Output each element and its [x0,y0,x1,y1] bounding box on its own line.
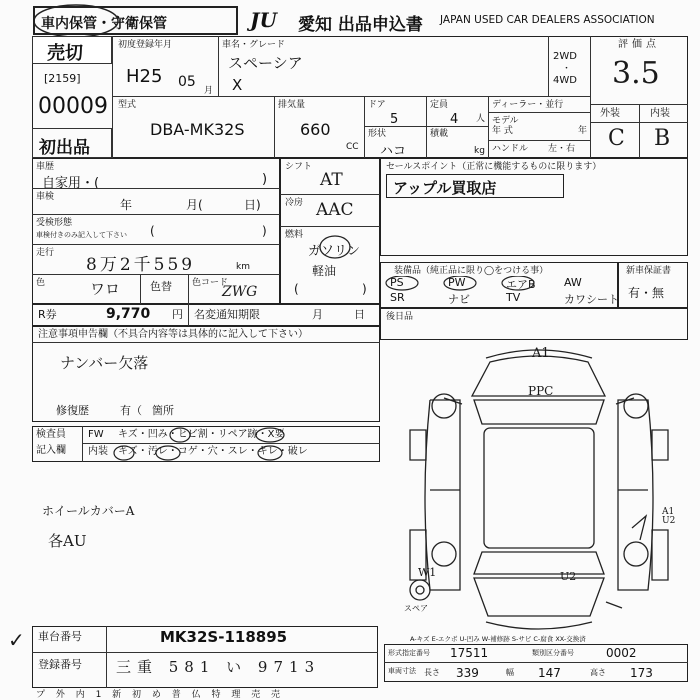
handle-options: 左・右 [548,144,576,154]
shape-label: 形状 [368,129,387,139]
usage-value: 自家用・( [42,176,100,191]
color-code: ZWG [222,284,258,300]
inspector-row1: キズ・凹み・ヒビ割・リペア跡・X要 [118,429,285,440]
repair-label: 修復歴 [56,404,89,417]
class-code: 0002 [606,646,637,660]
equipment-item: SR [390,291,405,304]
chassis-number: MK32S-118895 [160,628,288,646]
color-code-label: 色コード [192,278,229,288]
exterior-grade: C [608,126,625,151]
registration-month: 05 [178,74,196,90]
capacity-label: 定員 [430,100,449,110]
color-value: ワロ [90,280,121,298]
drive-2wd: 2WD [553,51,577,62]
interior-label: 内装 [650,108,670,119]
model-year-label: モデル 年 式 [492,116,519,136]
dealer-label: ディーラー・並行 [492,100,564,110]
storage-circle-mark [30,2,130,40]
height: 173 [630,666,653,680]
width: 147 [538,666,561,680]
fuel-circle-mark [318,234,352,260]
equipment-grid [384,276,619,306]
mileage-label: 走行 [36,248,55,258]
car-grade: X [232,76,243,94]
registration-year: H25 [126,66,163,87]
sales-point-label: セールスポイント（正常に機能するものに限ります） [386,162,602,172]
rear-items-label: 後日品 [386,312,414,322]
seat-note: 各AU [48,532,87,550]
ac-value: AAC [316,200,354,220]
diagram-mark-a1-front: A1 [532,346,550,361]
equipment-item: AW [564,276,582,289]
association-name: JAPAN USED CAR DEALERS ASSOCIATION [440,14,655,26]
plate-label: 登録番号 [38,658,82,671]
form-title: 愛知 出品申込書 [298,15,423,35]
spare-label: スペア [404,604,428,613]
sold-cell: 売切 [32,36,112,64]
doors-label: ドア [368,100,386,110]
plate-number: 三重 581 い 9713 [116,658,321,676]
recycle-label: R券 [38,308,57,321]
footer-categories: プ 外 内 1 新 初 め 普 仏 特 理 売 売 [36,690,285,700]
model-code: 17511 [450,646,489,660]
inspector-row2-tag: 内装 [88,446,108,457]
storage-text: 車内保管・守衛保管 [41,16,167,32]
car-name-label: 車名・グレード [222,40,286,50]
fuel-label: 燃料 [285,230,304,240]
sales-point-frame [380,158,688,256]
inspector-row1-tag: FW [88,429,104,440]
first-listing-cell: 初出品 [32,128,112,158]
equipment-item: エアB [506,278,536,291]
fuel-gasoline: ガソリン [308,244,361,259]
diagram-mark-w1: W1 [418,566,437,579]
model-code-label: 形式指定番号 [388,649,430,657]
shape: ハコ [380,144,407,159]
displacement: 660 [300,120,331,139]
sales-point-text-box: アップル買取店 [386,174,564,198]
notes-label: 注意事項申告欄（不具合内容等は具体的に記入して下さい） [38,329,308,340]
inspector-label-1: 検査員 [36,429,66,440]
registration-label: 初度登録年月 [118,40,173,50]
diagram-mark-u2: U2 [560,570,577,583]
car-name: スペーシア [228,54,303,72]
length: 339 [456,666,479,680]
grade-label: 評価点 [618,39,660,50]
inspector-circle-marks [110,426,310,462]
color-label: 色 [36,278,46,288]
damage-legend: A-キズ E-エクボ U-凹み W-補修跡 S-サビ C-腐食 XX-交換済 [410,635,586,643]
warranty-label: 新車保証書 [626,266,672,276]
doors: 5 [390,112,399,127]
recycle-amount: 9,770 [106,306,151,322]
receipt-label: 受検形態 [36,218,73,228]
rear-items-frame [380,308,688,340]
equipment-item: PS [390,276,404,289]
ac-label: 冷房 [285,198,304,208]
handle-label: ハンドル [492,144,529,154]
equipment-label: 装備品（純正品に限り◯をつける事） [394,266,549,276]
equipment-circle-marks [384,276,614,292]
interior-grade: B [654,126,671,151]
capacity: 4 [450,112,459,127]
shift-value: AT [320,170,343,190]
exterior-label: 外装 [600,108,620,119]
load-label: 積載 [430,129,449,139]
inspection-label: 車検 [36,192,55,202]
ju-logo: JU [250,8,277,32]
receipt-note: 車検付きのみ記入して下さい [36,231,127,239]
dimensions-label: 車両寸法 [388,667,416,675]
class-code-label: 類別区分番号 [532,649,574,657]
diagram-mark-a1u2: A1 U2 [662,507,676,526]
mileage-value: 8万2千559 [86,255,196,275]
warranty-value: 有・無 [628,286,665,300]
notes-text: ナンバー欠落 [60,354,149,372]
equipment-item: PW [448,276,466,289]
lot-number: 00009 [38,94,108,119]
grade-score: 3.5 [612,56,660,91]
equipment-item: ナビ [448,293,470,306]
type-label: 型式 [118,100,137,110]
diagram-mark-ppc: PPC [528,384,554,398]
bottom-check-mark: ✓ [8,628,25,652]
lot-small: [2159] [44,72,81,85]
inspector-label-2: 記入欄 [36,445,66,456]
chassis-label: 車台番号 [38,630,82,643]
equipment-item: TV [506,291,521,304]
color-change-label: 色替 [150,280,172,293]
usage-label: 車歴 [36,162,55,172]
car-model: DBA-MK32S [150,120,245,139]
shift-label: シフト [285,162,313,172]
fuel-diesel: 軽油 [312,264,337,278]
inspector-row2: キズ・汚レ・コゲ・穴・スレ・キレ・破レ [118,446,308,457]
drive-4wd: 4WD [553,75,577,86]
wheel-cover-note: ホイールカバーA [42,504,135,518]
equipment-item: カワシート [564,293,619,306]
displacement-label: 排気量 [278,100,306,110]
notice-label: 名変通知期限 [194,308,260,321]
